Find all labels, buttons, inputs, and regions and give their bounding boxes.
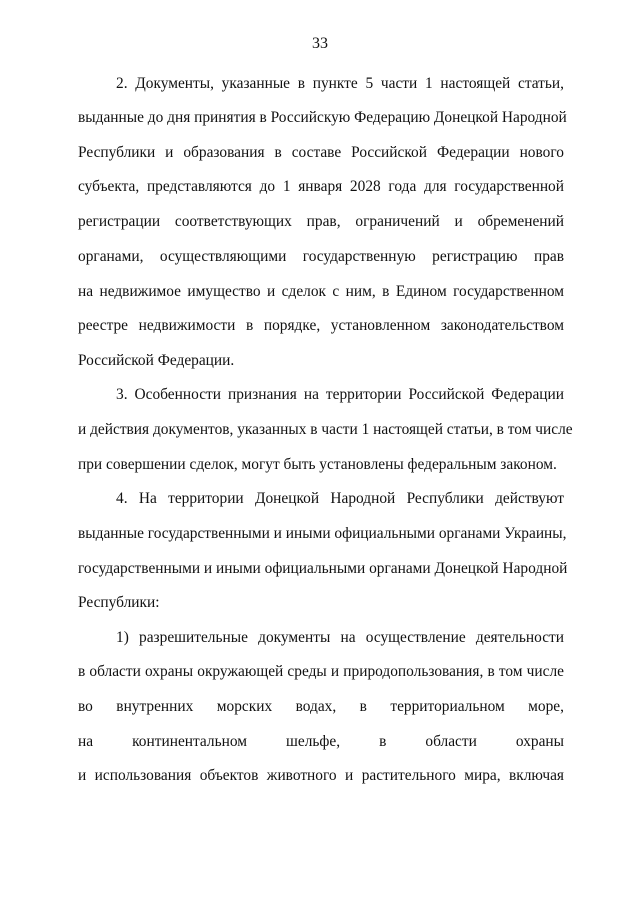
text-line: Российской Федерации. xyxy=(78,352,235,369)
text-line: при совершении сделок, могут быть установлены федеральным законом. xyxy=(78,456,557,473)
text-line: регистрации соответствующих прав, ограничений и обременений xyxy=(78,213,564,230)
text-line: выданные до дня принятия в Российскую Федерацию Донецкой Народной xyxy=(78,109,567,126)
text-line: и использования объектов животного и растительного мира, включая xyxy=(78,767,564,784)
text-line: выданные государственными и иными официальными органами Украины, xyxy=(78,525,567,542)
text-line: и действия документов, указанных в части 1 настоящей статьи, в том числе xyxy=(78,421,573,438)
text-line: в области охраны окружающей среды и природопользования, в том числе xyxy=(78,663,564,680)
text-line: реестре недвижимости в порядке, установленном законодательством xyxy=(78,317,564,334)
text-line: субъекта, представляются до 1 января 2028 года для государственной xyxy=(78,178,564,195)
text-line: 1) разрешительные документы на осуществление деятельности xyxy=(116,629,564,646)
page-number: 33 xyxy=(312,35,328,52)
text-line: 3. Особенности признания на территории Российской Федерации xyxy=(116,386,564,403)
text-line: на недвижимое имущество и сделок с ним, в Едином государственном xyxy=(78,283,564,300)
text-line: Республики: xyxy=(78,594,160,611)
text-line: во внутренних морских водах, в территориальном море, xyxy=(78,698,564,715)
text-line: государственными и иными официальными органами Донецкой Народной xyxy=(78,560,568,577)
text-line: на континентальном шельфе, в области охраны xyxy=(78,733,564,750)
text-line: 2. Документы, указанные в пункте 5 части 1 настоящей статьи, xyxy=(116,75,564,92)
text-line: 4. На территории Донецкой Народной Республики действуют xyxy=(116,490,564,507)
text-line: органами, осуществляющими государственную регистрацию прав xyxy=(78,248,564,265)
text-line: Республики и образования в составе Российской Федерации нового xyxy=(78,144,564,161)
